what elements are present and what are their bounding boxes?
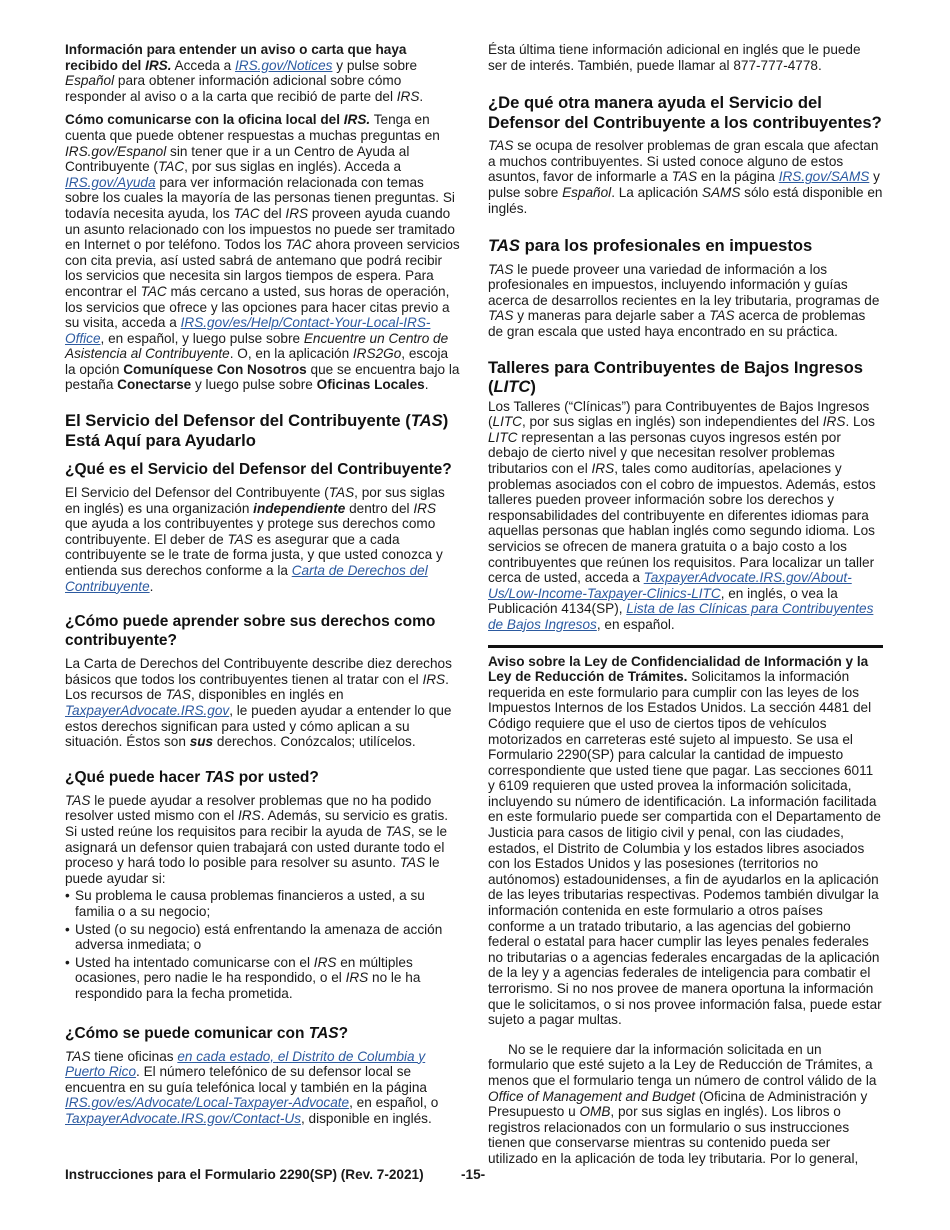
bullet-item: • Usted (o su negocio) está enfrentando la amenaza de acción adversa inmediata; o [65, 921, 443, 953]
subheading-otra-manera: ¿De qué otra manera ayuda el Servicio del Defensor del Contribuyente a los contribuyentes? [488, 93, 882, 132]
right-column [488, 42, 883, 1175]
derechos-paragraph: La Carta de Derechos del Contribuyente describe diez derechos básicos que todos los contribuyentes tienen al tratar con el IRS. Los recursos de TAS, disponibles en inglés en TaxpayerAdvocate.IRS.gov, le pueden ayudar a entender lo que estos derechos significan para usted y cómo aplican a su situación. Éstos son sus derechos. Conózcalos; utilícelos. [65, 656, 452, 750]
litc-paragraph: Los Talleres (“Clínicas”) para Contribuyentes de Bajos Ingresos (LITC, por sus siglas en inglés) son independientes del IRS. Los LITC representan a las personas cuyos ingresos estén por debajo de cierto nivel y que necesitan resolver problemas tributarios con el IRS, tales como auditorías, apelaciones y problemas asociados con el cobro de impuestos. Además, estos talleres pueden proveer información sobre los derechos y responsabilidades del contribuyente en diferentes idiomas para aquellas personas que hablan inglés como segundo idioma. Los servicios se ofrecen de manera gratuita o a bajo costo a los contribuyentes que reúnen los requisitos. Para localizar un taller cerca de usted, acceda a TaxpayerAdvocate.IRS.gov/About-Us/Low-Income-Taxpayer-Clinics-LITC, en inglés, o vea la Publicación 4134(SP), Lista de las Clínicas para Contribuyentes de Bajos Ingresos, en español. [488, 398, 876, 632]
page-footer [65, 1167, 885, 1182]
comunicar-tas-paragraph: TAS tiene oficinas en cada estado, el Distrito de Columbia y Puerto Rico. El número telefónico de su defensor local se encuentra en su guía telefónica local y también en la página IRS.gov/es/Advocate/Local-Taxpayer-Advocate, en español, o TaxpayerAdvocate.IRS.gov/Contact-Us, disponible en inglés. [65, 1048, 439, 1126]
paperwork-paragraph: No se le requiere dar la información solicitada en un formulario que esté sujeto a la Ley de Reducción de Trámites, a menos que el formulario tenga un número de control válido de la Office of Management and Budget (Oficina de Administración y Presupuesto u OMB, por sus siglas en inglés). Los libros o registros relacionados con un formulario o sus instrucciones tienen que conservarse mientras su contenido pueda ser utilizado en la aplicación de toda ley tributaria. Por lo general, [488, 1041, 877, 1166]
subheading-derechos: ¿Cómo puede aprender sobre sus derechos como contribuyente? [65, 613, 436, 650]
subheading-que-es-tas: ¿Qué es el Servicio del Defensor del Contribuyente? [65, 461, 452, 479]
bullet-icon: • [65, 888, 70, 904]
profesionales-paragraph: TAS le puede proveer una variedad de información a los profesionales en impuestos, incluyendo información y guías acerca de desarrollos recientes en la ley tributaria, programas de TAS y maneras para dejarle saber a TAS acerca de problemas de gran escala que usted haya encontrado en su práctica. [488, 261, 880, 340]
contact-us-link[interactable]: TaxpayerAdvocate.IRS.gov/Contact-Us [65, 1110, 301, 1126]
clinicas-list-link[interactable]: Lista de las Clínicas para Contribuyentes de Bajos Ingresos [488, 601, 874, 632]
form-title: Instrucciones para el Formulario 2290(SP) (Rev. 7-2021) [65, 1167, 424, 1182]
section-heading-tas: El Servicio del Defensor del Contribuyente (TAS) Está Aquí para Ayudarlo [65, 411, 449, 450]
continuation-paragraph: Ésta última tiene información adicional en inglés que le puede ser de interés. También, puede llamar al 877-777-4778. [488, 42, 861, 73]
local-advocate-link[interactable]: IRS.gov/es/Advocate/Local-Taxpayer-Advocate [65, 1095, 350, 1111]
bullet-icon: • [65, 954, 70, 970]
subheading-profesionales: TAS para los profesionales en impuestos [488, 236, 813, 256]
notice-paragraph: Información para entender un aviso o carta que haya recibido del IRS. Acceda a IRS.gov/Notices y pulse sobre Español para obtener información adicional sobre cómo responder al aviso o a la carta que recibió de parte del IRS. [65, 42, 424, 104]
tas-offices-link[interactable]: en cada estado, el Distrito de Columbia y Puerto Rico [65, 1048, 426, 1080]
bullet-item: • Su problema le causa problemas financieros a usted, a su familia o a su negocio; [65, 888, 425, 919]
subheading-litc: Talleres para Contribuyentes de Bajos Ingresos (LITC) [488, 357, 864, 397]
litc-link[interactable]: TaxpayerAdvocate.IRS.gov/About-Us/Low-Income-Taxpayer-Clinics-LITC [488, 570, 852, 601]
que-es-tas-paragraph: El Servicio del Defensor del Contribuyente (TAS, por sus siglas en inglés) es una organización independiente dentro del IRS que ayuda a los contribuyentes y protege sus derechos como contribuyente. El deber de TAS es asegurar que a cada contribuyente se le trate de forma justa, y que usted conozca y entienda sus derechos conforme a la Carta de Derechos del Contribuyente. [65, 485, 445, 594]
local-office-link[interactable]: IRS.gov/es/Help/Contact-Your-Local-IRS-Office [65, 315, 431, 346]
irs-notices-link[interactable]: IRS.gov/Notices [235, 57, 333, 73]
carta-derechos-link[interactable]: Carta de Derechos del Contribuyente [65, 563, 428, 594]
subheading-comunicar-tas: ¿Cómo se puede comunicar con TAS? [65, 1024, 349, 1042]
otra-manera-paragraph: TAS se ocupa de resolver problemas de gran escala que afectan a muchos contribuyentes. Si usted conoce alguno de estos asuntos, favor de informarle a TAS en la página IRS.gov/SAMS y pulse sobre Español. La aplicación SAMS sólo está disponible en inglés. [488, 138, 883, 216]
taxpayer-advocate-link[interactable]: TaxpayerAdvocate.IRS.gov [65, 703, 230, 718]
sams-link[interactable]: IRS.gov/SAMS [778, 169, 870, 185]
subheading-que-puede-hacer: ¿Qué puede hacer TAS por usted? [65, 768, 319, 786]
irs-ayuda-link[interactable]: IRS.gov/Ayuda [65, 174, 156, 190]
page-number: -15- [461, 1167, 486, 1182]
que-puede-hacer-paragraph: TAS le puede ayudar a resolver problemas que no ha podido resolver usted mismo con el IRS. Además, su servicio es gratis. Si usted reúne los requisitos para recibir la ayuda de TAS, se le asignará un defensor quien trabajará con usted durante todo el proceso y hará todo lo posible para resolver su asunto. TAS le puede ayudar si: [65, 792, 449, 886]
local-office-paragraph: Cómo comunicarse con la oficina local del IRS. Tenga en cuenta que puede obtener respuestas a muchas preguntas en IRS.gov/Espanol sin tener que ir a un Centro de Ayuda al Contribuyente (TAC, por sus siglas en inglés). Acceda a IRS.gov/Ayuda para ver información relacionada con temas sobre los cuales la mayoría de las personas tienen preguntas. Si todavía necesita ayuda, los TAC del IRS proveen ayuda cuando un asunto relacionado con los impuestos no puede ser tramitado en Internet o por teléfono. Todos los TAC ahora proveen servicios con cita previa, así usted sabrá de antemano que podrá recibir los servicios que necesita sin largos tiempos de espera. Para encontrar el TAC más cercano a usted, sus horas de operación, los servicios que ofrece y las opciones para hacer citas previo a su visita, acceda a IRS.gov/es/Help/Contact-Your-Local-IRS-Office, en español, y luego pulse sobre Encuentre un Centro de Asistencia al Contribuyente. O, en la aplicación IRS2Go, escoja la opción Comuníquese Con Nosotros que se encuentra bajo la pestaña Conectarse y luego pulse sobre Oficinas Locales. [65, 112, 460, 393]
bullet-icon: • [65, 921, 70, 937]
bullet-item: • Usted ha intentado comunicarse con el IRS en múltiples ocasiones, pero nadie le ha respondido, o el IRS no le ha respondido para la fecha prometida. [65, 954, 421, 1001]
left-column [65, 42, 460, 1134]
section-divider [488, 645, 883, 648]
privacy-act-paragraph: Aviso sobre la Ley de Confidencialidad de Información y la Ley de Reducción de Trámites. Solicitamos la información requerida en este formulario para cumplir con las leyes de los Impuestos Internos de los Estados Unidos. La sección 4481 del Código requiere que el uso de ciertos tipos de vehículos motorizados en carreteras esté sujeto al impuesto. Se usa el Formulario 2290(SP) para calcular la cantidad de impuesto correspondiente que usted tiene que pagar. Las secciones 6011 y 6109 requieren que usted provea la información solicitada, incluyendo su número de identificación. La información facilitada en este formulario puede ser compartida con el Departamento de Justicia para casos de litigio civil y penal, con las ciudades, estados, el Distrito de Columbia y los estados libres asociados con los Estados Unidos y las posesiones (territorios no autónomos) estadounidenses, a fin de ayudarlos en la aplicación de las leyes tributarias respectivas. Podemos también divulgar la información contenida en este formulario a otros países conforme a un tratado tributario, a las agencias del gobierno federal o estatal para hacer cumplir las leyes penales federales no tributarias o a agencias federales encargadas de la aplicación de la ley y a agencias federales de inteligencia para combatir el terrorismo. Si no nos provee de manera oportuna la información que le solicitamos, o si nos provee información falsa, puede estar sujeto a pagar multas. [488, 653, 882, 1028]
